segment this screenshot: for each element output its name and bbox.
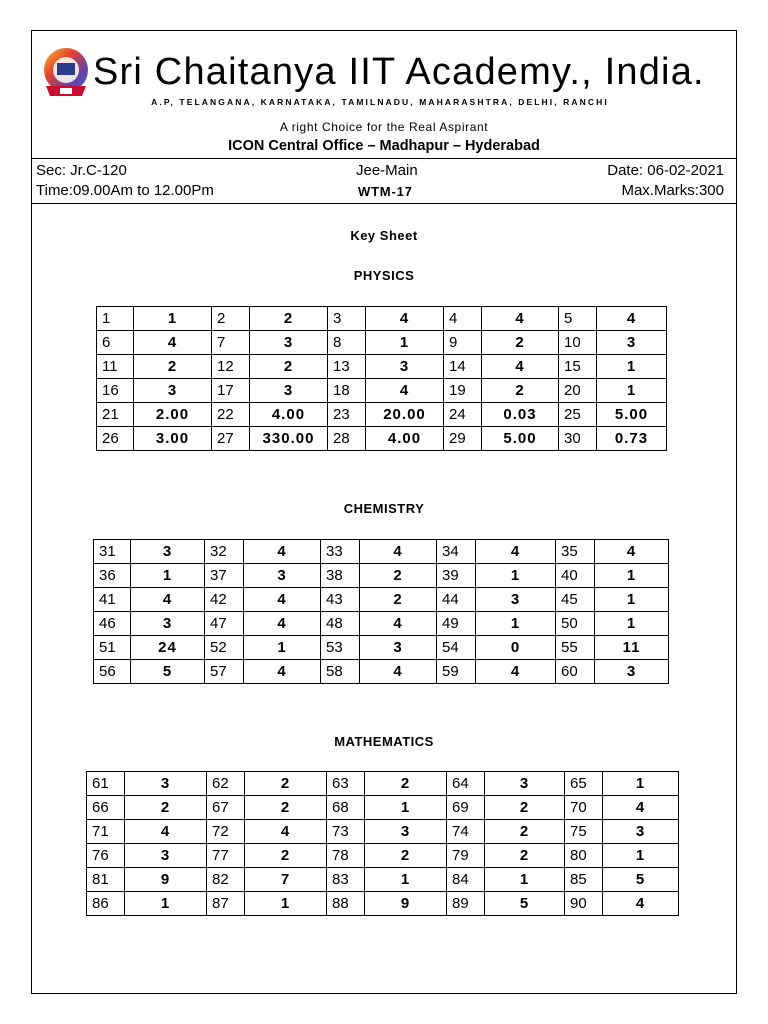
answer-key: 2: [365, 772, 447, 796]
answer-key: 4.00: [250, 403, 328, 427]
answer-key: 4.00: [366, 427, 444, 451]
question-number: 51: [94, 636, 131, 660]
answer-key: 7: [245, 868, 327, 892]
answer-key: 1: [134, 307, 212, 331]
answer-key: 2: [245, 772, 327, 796]
question-number: 78: [327, 844, 365, 868]
answer-key: 1: [595, 588, 669, 612]
question-number: 21: [97, 403, 134, 427]
question-number: 50: [556, 612, 595, 636]
answer-key: 3: [125, 772, 207, 796]
key-sheet-title: Key Sheet: [350, 228, 418, 243]
question-number: 2: [212, 307, 250, 331]
answer-key: 330.00: [250, 427, 328, 451]
answer-key: 4: [360, 540, 437, 564]
answer-key: 3: [476, 588, 556, 612]
answer-key: 1: [244, 636, 321, 660]
answer-key: 5.00: [597, 403, 667, 427]
question-number: 84: [447, 868, 485, 892]
physics-key-table: [96, 306, 667, 451]
answer-key: 4: [125, 820, 207, 844]
question-number: 36: [94, 564, 131, 588]
question-number: 29: [444, 427, 482, 451]
exam-label: Jee-Main: [356, 162, 418, 179]
answer-key: 1: [131, 564, 205, 588]
answer-key: 2: [360, 564, 437, 588]
question-number: 7: [212, 331, 250, 355]
answer-key: 1: [125, 892, 207, 916]
table-row: [94, 612, 669, 636]
question-number: 1: [97, 307, 134, 331]
table-row: [94, 588, 669, 612]
question-number: 46: [94, 612, 131, 636]
question-number: 13: [328, 355, 366, 379]
question-number: 47: [205, 612, 244, 636]
question-number: 27: [212, 427, 250, 451]
question-number: 11: [97, 355, 134, 379]
question-number: 35: [556, 540, 595, 564]
answer-key: 1: [595, 564, 669, 588]
answer-key: 4: [244, 612, 321, 636]
question-number: 6: [97, 331, 134, 355]
question-number: 69: [447, 796, 485, 820]
answer-key: 2: [485, 820, 565, 844]
answer-key: 4: [476, 540, 556, 564]
answer-key: 3.00: [134, 427, 212, 451]
question-number: 9: [444, 331, 482, 355]
question-number: 54: [437, 636, 476, 660]
answer-key: 4: [131, 588, 205, 612]
question-number: 28: [328, 427, 366, 451]
answer-key: 4: [366, 379, 444, 403]
answer-key: 3: [366, 355, 444, 379]
question-number: 55: [556, 636, 595, 660]
question-number: 62: [207, 772, 245, 796]
question-number: 37: [205, 564, 244, 588]
question-number: 74: [447, 820, 485, 844]
answer-key: 2: [134, 355, 212, 379]
question-number: 57: [205, 660, 244, 684]
answer-key: 1: [597, 379, 667, 403]
answer-key: 4: [482, 307, 559, 331]
answer-key: 1: [365, 796, 447, 820]
answer-key: 4: [482, 355, 559, 379]
question-number: 48: [321, 612, 360, 636]
answer-key: 3: [360, 636, 437, 660]
answer-key: 2: [125, 796, 207, 820]
answer-key: 2: [485, 796, 565, 820]
question-number: 22: [212, 403, 250, 427]
question-number: 34: [437, 540, 476, 564]
question-number: 86: [87, 892, 125, 916]
answer-key: 3: [595, 660, 669, 684]
answer-key: 5: [485, 892, 565, 916]
question-number: 90: [565, 892, 603, 916]
table-row: [87, 892, 679, 916]
table-row: [97, 331, 667, 355]
answer-key: 4: [134, 331, 212, 355]
question-number: 63: [327, 772, 365, 796]
answer-key: 1: [245, 892, 327, 916]
answer-key: 2.00: [134, 403, 212, 427]
question-number: 76: [87, 844, 125, 868]
question-number: 14: [444, 355, 482, 379]
mathematics-key-table: [86, 771, 679, 916]
question-number: 82: [207, 868, 245, 892]
table-row: [94, 636, 669, 660]
question-number: 75: [565, 820, 603, 844]
question-number: 89: [447, 892, 485, 916]
question-number: 30: [559, 427, 597, 451]
question-number: 24: [444, 403, 482, 427]
answer-key: 3: [244, 564, 321, 588]
question-number: 83: [327, 868, 365, 892]
question-number: 15: [559, 355, 597, 379]
table-row: [94, 660, 669, 684]
answer-key: 1: [485, 868, 565, 892]
table-row: [97, 379, 667, 403]
answer-key: 4: [603, 892, 679, 916]
answer-key: 4: [476, 660, 556, 684]
answer-key: 1: [365, 868, 447, 892]
answer-key: 2: [245, 844, 327, 868]
question-number: 41: [94, 588, 131, 612]
question-number: 17: [212, 379, 250, 403]
time-label: Time:09.00Am to 12.00Pm: [36, 182, 214, 199]
answer-key: 2: [482, 331, 559, 355]
question-number: 44: [437, 588, 476, 612]
question-number: 10: [559, 331, 597, 355]
divider-bottom: [31, 203, 737, 204]
table-row: [87, 796, 679, 820]
answer-key: 2: [482, 379, 559, 403]
answer-key: 3: [131, 540, 205, 564]
table-row: [87, 844, 679, 868]
answer-key: 0: [476, 636, 556, 660]
states-line: A.P, TELANGANA, KARNATAKA, TAMILNADU, MAHARASHTRA, DELHI, RANCHI: [151, 97, 609, 107]
table-row: [97, 355, 667, 379]
answer-key: 3: [597, 331, 667, 355]
table-row: [94, 564, 669, 588]
question-number: 26: [97, 427, 134, 451]
answer-key: 2: [245, 796, 327, 820]
question-number: 18: [328, 379, 366, 403]
date-label: Date: 06-02-2021: [607, 162, 724, 179]
question-number: 81: [87, 868, 125, 892]
answer-key: 3: [603, 820, 679, 844]
answer-key: 9: [365, 892, 447, 916]
answer-key: 3: [134, 379, 212, 403]
table-row: [94, 540, 669, 564]
question-number: 64: [447, 772, 485, 796]
answer-key: 3: [250, 331, 328, 355]
question-number: 39: [437, 564, 476, 588]
question-number: 33: [321, 540, 360, 564]
institute-logo: [40, 46, 92, 104]
answer-key: 4: [244, 660, 321, 684]
question-number: 20: [559, 379, 597, 403]
tagline: A right Choice for the Real Aspirant: [279, 120, 489, 134]
question-number: 68: [327, 796, 365, 820]
table-row: [87, 772, 679, 796]
answer-key: 2: [485, 844, 565, 868]
question-number: 58: [321, 660, 360, 684]
section-heading-chemistry: CHEMISTRY: [343, 501, 425, 516]
question-number: 32: [205, 540, 244, 564]
answer-key: 4: [597, 307, 667, 331]
answer-key: 2: [365, 844, 447, 868]
question-number: 45: [556, 588, 595, 612]
question-number: 25: [559, 403, 597, 427]
question-number: 12: [212, 355, 250, 379]
answer-key: 4: [360, 612, 437, 636]
answer-key: 1: [595, 612, 669, 636]
question-number: 72: [207, 820, 245, 844]
answer-key: 0.03: [482, 403, 559, 427]
answer-key: 1: [597, 355, 667, 379]
question-number: 8: [328, 331, 366, 355]
question-number: 61: [87, 772, 125, 796]
answer-key: 4: [244, 588, 321, 612]
question-number: 3: [328, 307, 366, 331]
answer-key: 5.00: [482, 427, 559, 451]
answer-key: 4: [603, 796, 679, 820]
question-number: 60: [556, 660, 595, 684]
answer-key: 0.73: [597, 427, 667, 451]
table-row: [97, 427, 667, 451]
answer-key: 4: [366, 307, 444, 331]
answer-key: 4: [245, 820, 327, 844]
answer-key: 2: [250, 307, 328, 331]
table-row: [87, 820, 679, 844]
answer-key: 3: [131, 612, 205, 636]
question-number: 88: [327, 892, 365, 916]
office-line: ICON Central Office – Madhapur – Hyderabad: [228, 138, 540, 154]
question-number: 77: [207, 844, 245, 868]
answer-key: 5: [603, 868, 679, 892]
answer-key: 24: [131, 636, 205, 660]
answer-key: 3: [250, 379, 328, 403]
answer-key: 1: [476, 612, 556, 636]
answer-key: 4: [360, 660, 437, 684]
table-row: [87, 868, 679, 892]
institute-name: Sri Chaitanya IIT Academy., India.: [93, 51, 705, 93]
answer-key: 1: [366, 331, 444, 355]
question-number: 5: [559, 307, 597, 331]
question-number: 19: [444, 379, 482, 403]
answer-key: 3: [365, 820, 447, 844]
answer-key: 11: [595, 636, 669, 660]
answer-key: 4: [595, 540, 669, 564]
question-number: 16: [97, 379, 134, 403]
question-number: 59: [437, 660, 476, 684]
question-number: 67: [207, 796, 245, 820]
answer-key: 5: [131, 660, 205, 684]
answer-key: 4: [244, 540, 321, 564]
answer-key: 2: [250, 355, 328, 379]
table-row: [97, 307, 667, 331]
answer-key: 1: [603, 844, 679, 868]
answer-key: 3: [125, 844, 207, 868]
answer-key: 2: [360, 588, 437, 612]
section-label: Sec: Jr.C-120: [36, 162, 127, 179]
section-heading-physics: PHYSICS: [353, 268, 415, 283]
question-number: 87: [207, 892, 245, 916]
answer-key: 20.00: [366, 403, 444, 427]
question-number: 53: [321, 636, 360, 660]
question-number: 43: [321, 588, 360, 612]
question-number: 40: [556, 564, 595, 588]
question-number: 70: [565, 796, 603, 820]
chemistry-key-table: [93, 539, 669, 684]
question-number: 49: [437, 612, 476, 636]
answer-key: 1: [603, 772, 679, 796]
question-number: 23: [328, 403, 366, 427]
question-number: 66: [87, 796, 125, 820]
max-marks-label: Max.Marks:300: [621, 182, 724, 199]
question-number: 71: [87, 820, 125, 844]
question-number: 52: [205, 636, 244, 660]
question-number: 79: [447, 844, 485, 868]
answer-key: 1: [476, 564, 556, 588]
question-number: 80: [565, 844, 603, 868]
question-number: 31: [94, 540, 131, 564]
question-number: 38: [321, 564, 360, 588]
question-number: 73: [327, 820, 365, 844]
question-number: 65: [565, 772, 603, 796]
question-number: 42: [205, 588, 244, 612]
question-number: 4: [444, 307, 482, 331]
divider-top: [31, 158, 737, 159]
question-number: 56: [94, 660, 131, 684]
answer-key: 9: [125, 868, 207, 892]
answer-key: 3: [485, 772, 565, 796]
test-code: WTM-17: [358, 184, 413, 199]
question-number: 85: [565, 868, 603, 892]
table-row: [97, 403, 667, 427]
section-heading-mathematics: MATHEMATICS: [334, 734, 434, 749]
